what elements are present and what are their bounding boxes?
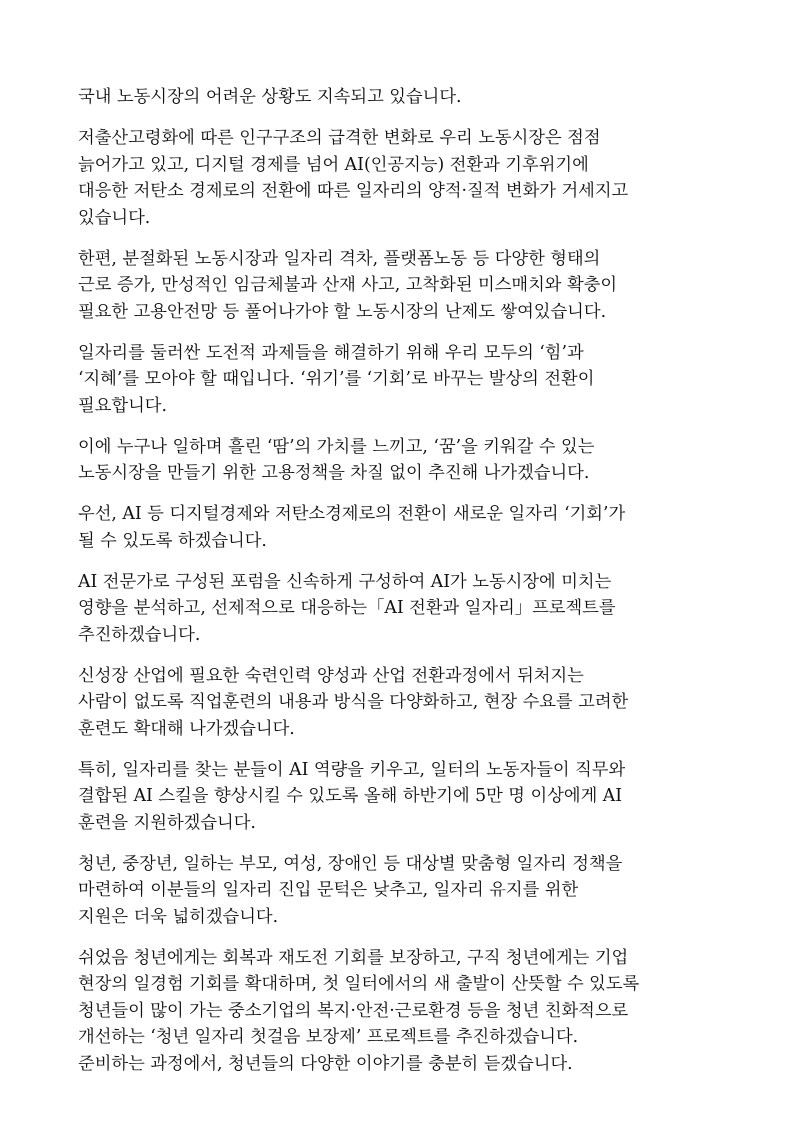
text-line: 결합된 AI 스킬을 향상시킬 수 있도록 올해 하반기에 5만 명 이상에게 AI [78, 786, 623, 806]
text-line: 현장의 일경험 기회를 확대하며, 첫 일터에서의 새 출발이 산뜻할 수 있도록 [78, 974, 640, 994]
paragraph [78, 945, 733, 1078]
paragraph [78, 663, 733, 743]
text-line: 우선, AI 등 디지털경제와 저탄소경제로의 전환이 새로운 일자리 ‘기회’가 [78, 504, 626, 524]
text-line: 일자리를 둘러싼 도전적 과제들을 해결하기 위해 우리 모두의 ‘힘’과 [78, 342, 584, 363]
text-line: 훈련을 지원하겠습니다. [78, 812, 256, 833]
paragraph [78, 125, 733, 231]
text-line: 청년, 중장년, 일하는 부모, 여성, 장애인 등 대상별 맞춤형 일자리 정책을 [78, 853, 623, 874]
text-line: 노동시장을 만들기 위한 고용정책을 차질 없이 추진해 나가겠습니다. [78, 463, 590, 483]
text-line: 있습니다. [78, 207, 151, 228]
paragraph [78, 851, 733, 931]
paragraph [78, 340, 733, 420]
text-line: 쉬었음 청년에게는 회복과 재도전 기회를 보장하고, 구직 청년에게는 기업 [78, 947, 629, 968]
paragraph [78, 84, 733, 111]
text-line: 근로 증가, 만성적인 임금체불과 산재 사고, 고착화된 미스매치와 확충이 [78, 275, 618, 295]
text-line: 대응한 저탄소 경제로의 전환에 따른 일자리의 양적·질적 변화가 거세지고 [78, 181, 629, 201]
text-line: 필요합니다. [78, 395, 167, 416]
paragraph [78, 569, 733, 649]
text-line: 이에 누구나 일하며 흘린 ‘땀’의 가치를 느끼고, ‘꿈’을 키워갈 수 있는 [78, 436, 595, 457]
text-line: 저출산고령화에 따른 인구구조의 급격한 변화로 우리 노동시장은 점점 [78, 128, 601, 148]
paragraph [78, 757, 733, 837]
text-line: 한편, 분절화된 노동시장과 일자리 격차, 플랫폼노동 등 다양한 형태의 [78, 248, 601, 269]
text-line: 필요한 고용안전망 등 풀어나가야 할 노동시장의 난제도 쌓여있습니다. [78, 301, 607, 322]
text-line: 개선하는 ‘청년 일자리 첫걸음 보장제’ 프로젝트를 추진하겠습니다. [78, 1027, 579, 1047]
text-line: 준비하는 과정에서, 청년들의 다양한 이야기를 충분히 듣겠습니다. [78, 1053, 573, 1074]
text-line: 늙어가고 있고, 디지털 경제를 넘어 AI(인공지능) 전환과 기후위기에 [78, 154, 589, 175]
document-body [78, 84, 733, 1077]
paragraph [78, 501, 733, 554]
text-line: 지원은 더욱 넓히겠습니다. [78, 906, 279, 927]
text-line: 사람이 없도록 직업훈련의 내용과 방식을 다양화하고, 현장 수요를 고려한 [78, 692, 629, 712]
text-line: 특히, 일자리를 찾는 분들이 AI 역량을 키우고, 일터의 노동자들이 직무와 [78, 759, 626, 780]
text-line: 될 수 있도록 하겠습니다. [78, 530, 267, 551]
paragraph [78, 434, 733, 487]
text-line: 훈련도 확대해 나가겠습니다. [78, 718, 295, 739]
paragraph [78, 246, 733, 326]
text-line: 마련하여 이분들의 일자리 진입 문턱은 낮추고, 일자리 유지를 위한 [78, 880, 579, 900]
text-line: 영향을 분석하고, 선제적으로 대응하는「AI 전환과 일자리」프로젝트를 [78, 598, 616, 618]
text-line: AI 전문가로 구성된 포럼을 신속하게 구성하여 AI가 노동시장에 미치는 [78, 571, 612, 592]
text-line: 청년들이 많이 가는 중소기업의 복지·안전·근로환경 등을 청년 친화적으로 [78, 1000, 629, 1021]
text-line: 국내 노동시장의 어려운 상황도 지속되고 있습니다. [78, 87, 462, 107]
text-line: 추진하겠습니다. [78, 624, 201, 645]
text-line: ‘지혜’를 모아야 할 때입니다. ‘위기’를 ‘기회’로 바꾸는 발상의 전환이 [78, 369, 595, 389]
text-line: 신성장 산업에 필요한 숙련인력 양성과 산업 전환과정에서 뒤처지는 [78, 665, 584, 686]
